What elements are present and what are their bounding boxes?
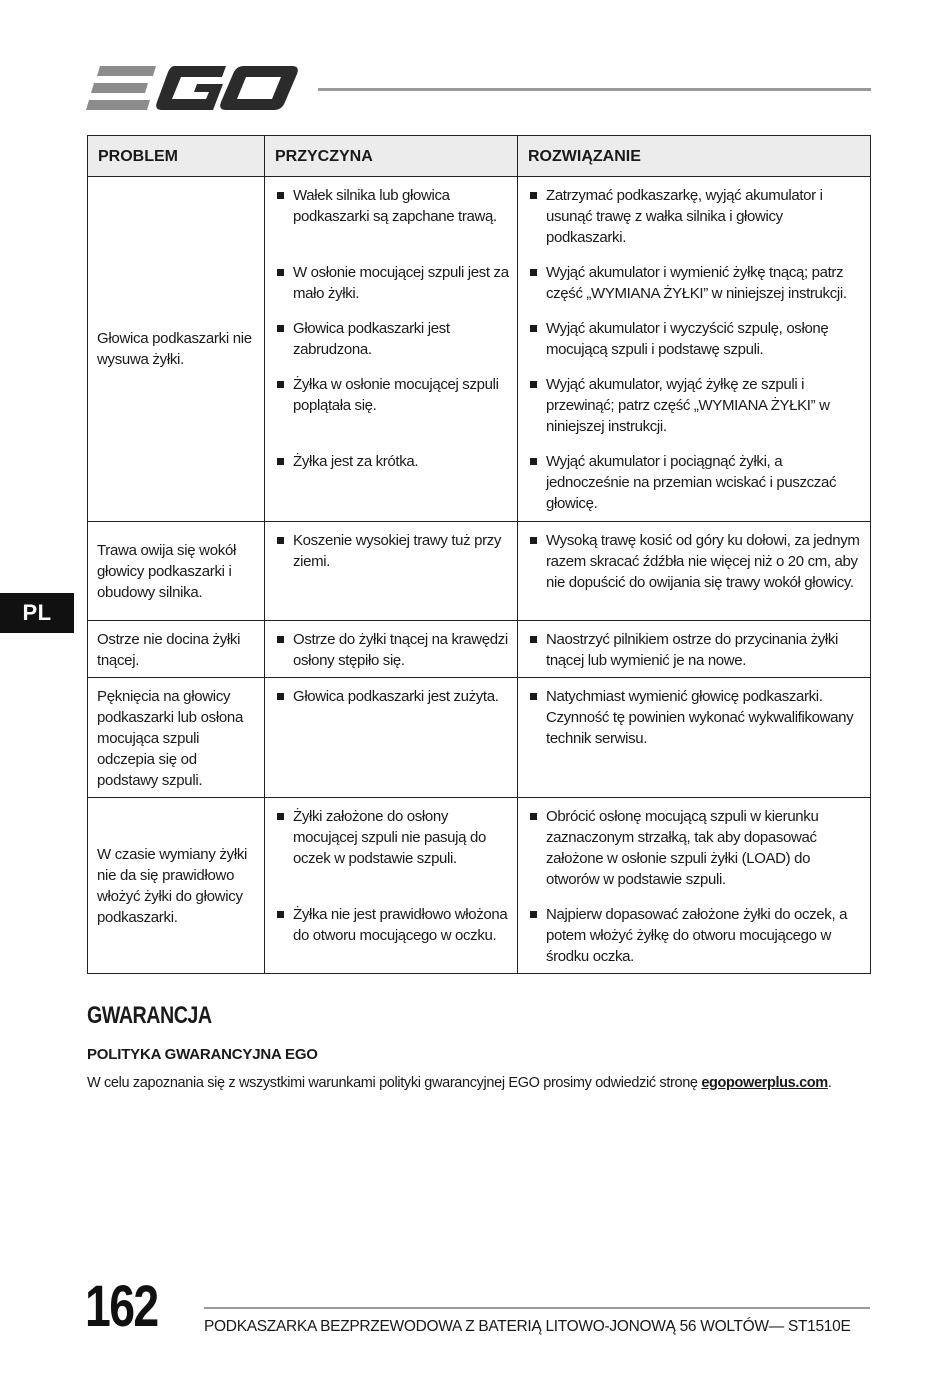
language-tab: PL xyxy=(0,593,74,633)
troubleshooting-table xyxy=(87,135,871,974)
cause-item: Koszenie wysokiej trawy tuż przy ziemi. xyxy=(275,530,509,572)
warranty-policy-text xyxy=(87,1075,887,1091)
table-header-row xyxy=(88,136,871,177)
problem-cell: Głowica podkaszarki nie wysuwa żyłki. xyxy=(88,177,265,522)
footer-title: PODKASZARKA BEZPRZEWODOWA Z BATERIĄ LITOWO-JONOWĄ 56 WOLTÓW— ST1510E xyxy=(204,1318,851,1335)
cause-item: Ostrze do żyłki tnącej na krawędzi osłony stępiło się. xyxy=(275,629,509,671)
solution-item: Najpierw dopasować założone żyłki do oczek, a potem włożyć żyłkę do otworu mocującego w środku oczka. xyxy=(528,904,862,967)
column-header-problem: PROBLEM xyxy=(88,136,265,177)
cause-item: Głowica podkaszarki jest zabrudzona. xyxy=(275,318,509,374)
cause-item: Wałek silnika lub głowica podkaszarki są zapchane trawą. xyxy=(275,185,509,262)
table-row xyxy=(88,678,871,798)
solution-item: Obrócić osłonę mocującą szpuli w kierunku zaznaczonym strzałką, tak aby dopasować założone w osłonie szpuli żyłki (LOAD) do otworów w podstawie szpuli. xyxy=(528,806,862,904)
solution-cell xyxy=(518,177,871,522)
solution-item: Wyjąć akumulator, wyjąć żyłkę ze szpuli i przewinąć; patrz część „WYMIANA ŻYŁKI” w niniejszej instrukcji. xyxy=(528,374,862,451)
warranty-heading: GWARANCJA xyxy=(87,1002,212,1029)
ego-logo xyxy=(86,62,300,114)
solution-item: Wyjąć akumulator i pociągnąć żyłki, a jednocześnie na przemian wciskać i puszczać głowicę. xyxy=(528,451,862,514)
cause-item: Żyłka jest za krótka. xyxy=(275,451,509,514)
problem-cell: Ostrze nie docina żyłki tnącej. xyxy=(88,621,265,678)
problem-cell: Pęknięcia na głowicy podkaszarki lub osłona mocująca szpuli odczepia się od podstawy szpuli. xyxy=(88,678,265,798)
table-row xyxy=(88,522,871,621)
solution-item: Wyjąć akumulator i wymienić żyłkę tnącą; patrz część „WYMIANA ŻYŁKI” w niniejszej instrukcji. xyxy=(528,262,862,318)
page-number: 162 xyxy=(85,1274,158,1339)
cause-item: Głowica podkaszarki jest zużyta. xyxy=(275,686,509,707)
column-header-solution: ROZWIĄZANIE xyxy=(518,136,871,177)
footer-rule xyxy=(204,1307,870,1309)
cause-cell xyxy=(265,798,518,974)
solution-item: Zatrzymać podkaszarkę, wyjąć akumulator i usunąć trawę z wałka silnika i głowicy podkaszarki. xyxy=(528,185,862,262)
cause-item: W osłonie mocującej szpuli jest za mało żyłki. xyxy=(275,262,509,318)
cause-cell xyxy=(265,678,518,798)
problem-cell: W czasie wymiany żyłki nie da się prawidłowo włożyć żyłki do głowicy podkaszarki. xyxy=(88,798,265,974)
warranty-policy-subheading: POLITYKA GWARANCYJNA EGO xyxy=(87,1046,318,1063)
cause-item: Żyłki założone do osłony mocującej szpuli nie pasują do oczek w podstawie szpuli. xyxy=(275,806,509,904)
cause-cell xyxy=(265,621,518,678)
table-row xyxy=(88,621,871,678)
table-row xyxy=(88,177,871,522)
column-header-cause: PRZYCZYNA xyxy=(265,136,518,177)
cause-cell xyxy=(265,522,518,621)
solution-cell xyxy=(518,798,871,974)
solution-item: Natychmiast wymienić głowicę podkaszarki. Czynność tę powinien wykonać wykwalifikowany technik serwisu. xyxy=(528,686,862,749)
problem-cell: Trawa owija się wokół głowicy podkaszarki i obudowy silnika. xyxy=(88,522,265,621)
cause-item: Żyłka nie jest prawidłowo włożona do otworu mocującego w oczku. xyxy=(275,904,509,946)
header-rule xyxy=(318,88,871,91)
cause-item: Żyłka w osłonie mocującej szpuli poplątała się. xyxy=(275,374,509,451)
solution-item: Naostrzyć pilnikiem ostrze do przycinania żyłki tnącej lub wymienić je na nowe. xyxy=(528,629,862,671)
egopowerplus-link[interactable]: egopowerplus.com xyxy=(701,1075,828,1091)
table-row xyxy=(88,798,871,974)
cause-cell xyxy=(265,177,518,522)
solution-item: Wysoką trawę kosić od góry ku dołowi, za jednym razem skracać źdźbła nie więcej niż o 20 cm, aby nie dopuścić do owijania się trawy wokół głowicy. xyxy=(528,530,862,593)
warranty-text-end: . xyxy=(827,1075,832,1091)
solution-item: Wyjąć akumulator i wyczyścić szpulę, osłonę mocującą szpuli i podstawę szpuli. xyxy=(528,318,862,374)
solution-cell xyxy=(518,678,871,798)
solution-cell xyxy=(518,522,871,621)
solution-cell xyxy=(518,621,871,678)
warranty-text-body: W celu zapoznania się z wszystkimi warunkami polityki gwarancyjnej EGO prosimy odwiedzić stronę xyxy=(87,1075,702,1091)
